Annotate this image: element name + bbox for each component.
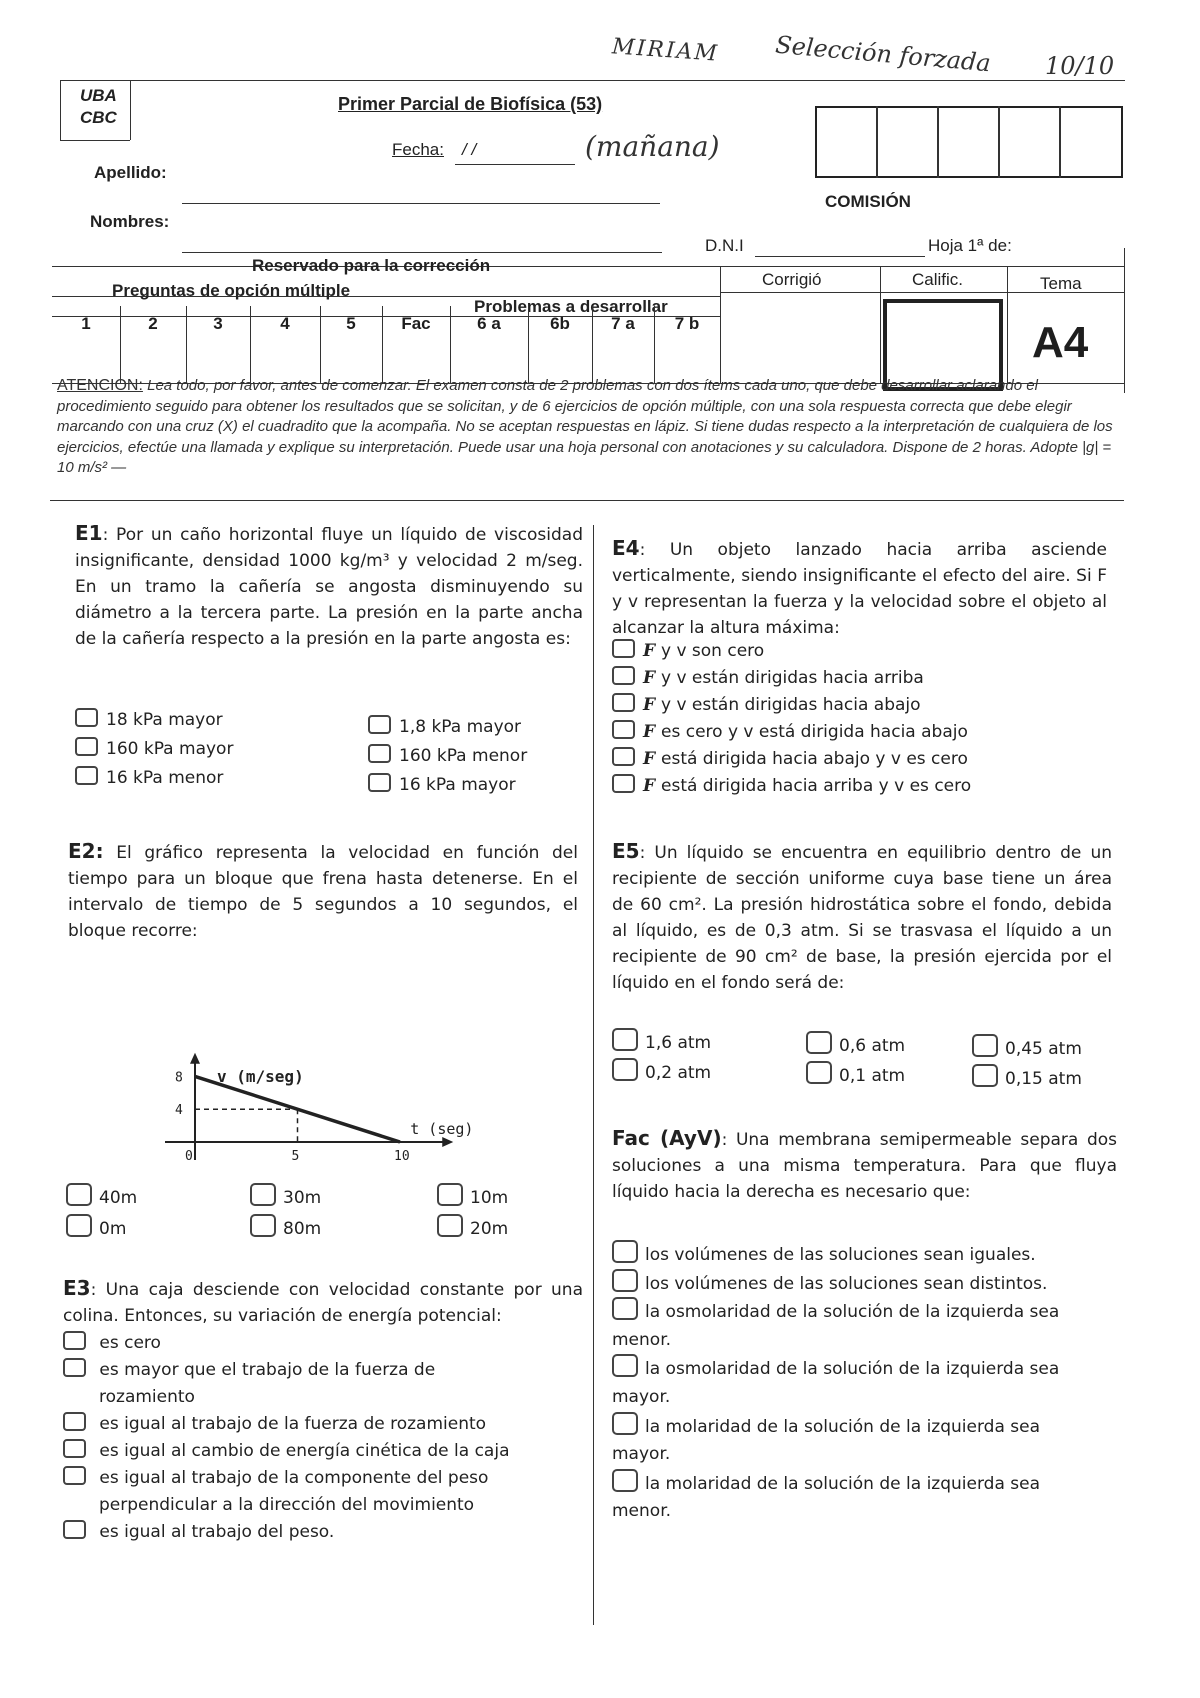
fac-question — [612, 1125, 1117, 1205]
option-text: mayor. — [612, 1444, 671, 1465]
fac-option[interactable] — [612, 1297, 1059, 1326]
atencion-paragraph — [57, 376, 1122, 479]
table-col-label: 6 a — [477, 314, 501, 333]
e3-option[interactable] — [63, 1411, 509, 1438]
fac-option[interactable] — [612, 1269, 1059, 1298]
e5-option[interactable] — [972, 1034, 1082, 1059]
y-axis-label: v (m/seg) — [217, 1066, 304, 1086]
apellido-field[interactable] — [182, 203, 660, 204]
force-symbol: F — [643, 668, 661, 688]
checkbox[interactable] — [368, 715, 391, 734]
fac-option[interactable] — [612, 1469, 1059, 1498]
force-symbol: F — [643, 641, 661, 661]
checkbox[interactable] — [612, 1412, 638, 1435]
e4-question — [612, 535, 1107, 641]
comision-boxes — [815, 106, 1123, 178]
force-symbol: F — [643, 695, 661, 715]
y-axis-arrow — [190, 1053, 200, 1064]
e5-question — [612, 838, 1112, 996]
fac-option — [612, 1383, 1059, 1412]
option-text: 0,45 atm — [1005, 1039, 1082, 1059]
checkbox[interactable] — [612, 666, 635, 685]
option-text: la molaridad de la solución de la izquierda sea — [645, 1473, 1040, 1494]
fac-option[interactable] — [612, 1240, 1059, 1269]
atencion-label: ATENCION: — [57, 377, 143, 394]
option-text: y v están dirigidas hacia arriba — [661, 668, 924, 688]
option-text: 160 kPa mayor — [106, 739, 234, 759]
e1-option[interactable] — [75, 708, 223, 730]
option-text: los volúmenes de las soluciones sean iguales. — [645, 1245, 1036, 1265]
e3-label: E3 — [63, 1276, 91, 1300]
checkbox[interactable] — [806, 1061, 832, 1084]
fac-options — [612, 1240, 1059, 1526]
e5-option[interactable] — [806, 1061, 905, 1086]
checkbox[interactable] — [612, 1240, 638, 1263]
option-text: mayor. — [612, 1386, 671, 1407]
checkbox[interactable] — [612, 639, 635, 658]
e3-option[interactable] — [63, 1438, 509, 1465]
velocity-time-chart — [150, 965, 520, 1175]
handwritten-name: MIRIAM — [611, 34, 720, 67]
table-top-border — [52, 266, 1124, 267]
e3-option[interactable] — [63, 1357, 509, 1384]
checkbox[interactable] — [66, 1214, 92, 1237]
option-text: menor. — [612, 1501, 672, 1522]
e3-text: : Una caja desciende con velocidad constante por una colina. Entonces, su variación de energía potencial: — [63, 1280, 583, 1326]
option-text: 10m — [470, 1188, 509, 1208]
force-symbol: F — [643, 776, 661, 796]
checkbox[interactable] — [612, 1269, 638, 1292]
e2-label: E2: — [68, 839, 104, 863]
table-col-label: 5 — [346, 314, 356, 333]
checkbox[interactable] — [612, 1469, 638, 1492]
header-left-border — [60, 80, 61, 140]
calific-divider — [880, 266, 881, 383]
fac-option[interactable] — [612, 1412, 1059, 1441]
dni-label: D.N.I — [705, 236, 744, 255]
e2-option[interactable] — [437, 1214, 508, 1239]
e4-option[interactable] — [612, 692, 971, 719]
atencion-text: Lea todo, por favor, antes de comenzar. El examen consta de 2 problemas con dos ítems cada uno, que debe desarrollar aclarando el procedimiento seguido para obtener los resultados que se solicitan, y de 6 ejercicios de opción múltiple, con una sola respuesta correcta que debe elegir marcando con una cruz (X) el cuadradito que la acompaña. No se aceptan respuestas en lápiz. Si tiene dudas respecto a la interpretación de cualquiera de los ejercicios, efectúe una llamada y explique su interpretación. Puede usar una hoja personal con anotaciones y su calculadora. Dispone de 2 horas. Adopte |g| = 10 m/s² — — [57, 377, 1113, 476]
fac-text: : Una membrana semipermeable separa dos soluciones a una misma temperatura. Para que fluya líquido hacia la derecha es necesario que: — [612, 1130, 1117, 1202]
table-col-label: 1 — [81, 314, 91, 333]
checkbox[interactable] — [63, 1520, 86, 1539]
table-col-label: 6b — [550, 314, 570, 333]
e3-options — [63, 1330, 509, 1546]
checkbox[interactable] — [63, 1466, 86, 1485]
comision-divider — [1059, 106, 1061, 178]
option-text: los volúmenes de las soluciones sean distintos. — [645, 1273, 1048, 1294]
option-text: 0,2 atm — [645, 1063, 712, 1083]
checkbox[interactable] — [250, 1214, 276, 1237]
e3-option[interactable] — [63, 1465, 509, 1492]
checkbox[interactable] — [63, 1358, 86, 1377]
uba-box-right — [130, 80, 131, 140]
checkbox[interactable] — [368, 773, 391, 792]
e1-option[interactable] — [75, 737, 233, 759]
option-text: 16 kPa menor — [106, 768, 224, 788]
option-text: está dirigida hacia abajo y v es cero — [661, 749, 968, 769]
option-text: perpendicular a la dirección del movimiento — [99, 1495, 475, 1515]
option-text: es igual al trabajo de la fuerza de rozamiento — [99, 1414, 487, 1434]
option-text: es igual al cambio de energía cinética de la caja — [99, 1441, 510, 1461]
option-text: es cero — [99, 1333, 161, 1353]
e5-option[interactable] — [972, 1064, 1082, 1089]
tema-label: Tema — [1040, 274, 1082, 293]
x-tick-label: 0 — [185, 1149, 193, 1164]
fac-option — [612, 1440, 1059, 1469]
option-text: y v están dirigidas hacia abajo — [661, 695, 921, 715]
e2-option[interactable] — [66, 1214, 126, 1239]
checkbox[interactable] — [437, 1183, 463, 1206]
checkbox[interactable] — [612, 693, 635, 712]
comision-divider — [937, 106, 939, 178]
option-text: y v son cero — [661, 641, 765, 661]
option-text: rozamiento — [99, 1387, 195, 1407]
cbc-label: CBC — [80, 108, 117, 127]
option-text: es cero y v está dirigida hacia abajo — [661, 722, 968, 742]
option-text: 30m — [283, 1188, 322, 1208]
option-text: la molaridad de la solución de la izquierda sea — [645, 1416, 1040, 1437]
hoja-label: Hoja 1ª de: — [928, 236, 1012, 255]
checkbox[interactable] — [250, 1183, 276, 1206]
checkbox[interactable] — [437, 1214, 463, 1237]
checkbox[interactable] — [972, 1064, 998, 1087]
option-text: es igual al trabajo del peso. — [99, 1522, 335, 1542]
handwritten-score: 10/10 — [1045, 52, 1115, 80]
e4-text: : Un objeto lanzado hacia arriba asciende verticalmente, siendo insignificante el efecto del aire. Si F y v representan la fuerza y la velocidad sobre el objeto al alcanzar la altura máxima: — [612, 540, 1107, 638]
e3-option[interactable] — [63, 1330, 509, 1357]
e1-label: E1 — [75, 521, 103, 545]
checkbox[interactable] — [612, 720, 635, 739]
comision-divider — [998, 106, 1000, 178]
e1-option[interactable] — [75, 766, 223, 788]
checkbox[interactable] — [63, 1331, 86, 1350]
e4-option[interactable] — [612, 746, 971, 773]
checkbox[interactable] — [63, 1439, 86, 1458]
option-text: 0m — [99, 1219, 127, 1239]
corrigio-divider — [720, 266, 721, 383]
table-col-label: Fac — [401, 314, 431, 333]
column-divider — [593, 525, 594, 1625]
table-col-label: 3 — [213, 314, 223, 333]
table-col-label: 4 — [280, 314, 290, 333]
table-col-label: 7 b — [674, 314, 700, 333]
uba-box-bottom — [60, 140, 130, 141]
exam-title: Primer Parcial de Biofísica (53) — [338, 94, 603, 114]
e3-option — [63, 1384, 509, 1411]
nombres-label: Nombres: — [90, 212, 170, 231]
nombres-field[interactable] — [182, 252, 662, 253]
checkbox[interactable] — [612, 774, 635, 793]
e3-option — [63, 1492, 509, 1519]
e5-text: : Un líquido se encuentra en equilibrio dentro de un recipiente de sección uniforme cuya base tiene un área de 60 cm². La presión hidrostática sobre el fondo, debida al líquido, es de 0,3 atm. Si se trasvasa el líquido a un recipiente de 90 cm² de base, la presión ejercida por el líquido en el fondo será de: — [612, 843, 1112, 993]
tema-divider — [1007, 266, 1008, 383]
checkbox[interactable] — [63, 1412, 86, 1431]
option-text: 80m — [283, 1219, 322, 1239]
e4-option[interactable] — [612, 665, 971, 692]
mc-header: Preguntas de opción múltiple — [112, 281, 351, 300]
table-col-label: 2 — [148, 314, 158, 333]
comision-label: COMISIÓN — [825, 192, 911, 211]
option-text: 20m — [470, 1219, 509, 1239]
corrigio-label: Corrigió — [762, 270, 822, 289]
fac-label: Fac (AyV) — [612, 1126, 722, 1150]
e4-option[interactable] — [612, 638, 971, 665]
table-col-label: 7 a — [611, 314, 635, 333]
checkbox[interactable] — [612, 747, 635, 766]
option-text: 0,6 atm — [839, 1036, 906, 1056]
e5-option[interactable] — [612, 1058, 711, 1083]
option-text: es igual al trabajo de la componente del peso — [99, 1468, 489, 1488]
option-text: 16 kPa mayor — [399, 775, 516, 795]
e1-text: : Por un caño horizontal fluye un líquido de viscosidad insignificante, densidad 1000 kg/m³ y velocidad 2 m/seg. En un tramo la cañería se angosta disminuyendo su diámetro a la tercera parte. La presión en la parte ancha de la cañería respecto a la presión en la parte angosta es: — [75, 525, 583, 649]
option-text: está dirigida hacia arriba y v es cero — [661, 776, 972, 796]
e4-option[interactable] — [612, 719, 971, 746]
checkbox[interactable] — [66, 1183, 92, 1206]
e4-options — [612, 638, 971, 800]
e2-question — [68, 838, 578, 944]
e1-option[interactable] — [368, 744, 527, 766]
fac-option[interactable] — [612, 1354, 1059, 1383]
e3-question — [63, 1275, 583, 1329]
header-top-border — [60, 80, 1125, 81]
fecha-line[interactable] — [455, 164, 575, 165]
e5-label: E5 — [612, 839, 640, 863]
e5-option[interactable] — [806, 1031, 905, 1056]
prob-header: Problemas a desarrollar — [474, 297, 668, 316]
comision-divider — [876, 106, 878, 178]
reservado-label: Reservado para la corrección — [252, 256, 491, 275]
e1-option[interactable] — [368, 715, 521, 737]
checkbox[interactable] — [612, 1058, 638, 1081]
fecha-label: Fecha: — [392, 140, 444, 159]
calific-label: Calific. — [912, 270, 964, 289]
option-text: la osmolaridad de la solución de la izquierda sea — [645, 1302, 1060, 1323]
e2-text: El gráfico representa la velocidad en función del tiempo para un bloque que frena hasta detenerse. En el intervalo de tiempo de 5 segundos a 10 segundos, el bloque recorre: — [68, 843, 578, 941]
checkbox[interactable] — [612, 1297, 638, 1320]
option-text: 18 kPa mayor — [106, 710, 223, 730]
checkbox[interactable] — [75, 737, 98, 756]
y-tick-label: 8 — [175, 1070, 183, 1086]
option-text: la osmolaridad de la solución de la izquierda sea — [645, 1359, 1060, 1380]
option-text: es mayor que el trabajo de la fuerza de — [99, 1360, 436, 1380]
checkbox[interactable] — [806, 1031, 832, 1054]
force-symbol: F — [643, 722, 661, 742]
fac-option — [612, 1326, 1059, 1355]
checkbox[interactable] — [612, 1354, 638, 1377]
e2-option[interactable] — [250, 1183, 321, 1208]
fecha-slashes: / / — [462, 140, 477, 159]
e4-label: E4 — [612, 536, 640, 560]
x-axis-arrow — [442, 1137, 453, 1147]
uba-label: UBA — [80, 86, 117, 105]
x-axis-label: t (seg) — [410, 1120, 474, 1138]
fac-option — [612, 1497, 1059, 1526]
option-text: 160 kPa menor — [399, 746, 528, 766]
checkbox[interactable] — [972, 1034, 998, 1057]
tema-value: A4 — [1032, 318, 1089, 367]
header-right-border — [1124, 248, 1125, 393]
e1-question — [75, 520, 583, 652]
option-text: menor. — [612, 1329, 672, 1350]
checkbox[interactable] — [75, 708, 98, 727]
e2-option[interactable] — [250, 1214, 321, 1239]
atencion-bottom-border — [50, 500, 1124, 501]
e5-option[interactable] — [612, 1028, 711, 1053]
handwritten-section: Selección forzada — [774, 30, 992, 78]
apellido-label: Apellido: — [94, 163, 167, 182]
e2-option[interactable] — [66, 1183, 137, 1208]
dni-field[interactable] — [755, 256, 925, 257]
x-tick-label: 10 — [394, 1149, 410, 1164]
e3-option[interactable] — [63, 1519, 509, 1546]
option-text: 1,8 kPa mayor — [399, 717, 522, 737]
option-text: 0,1 atm — [839, 1066, 906, 1086]
option-text: 40m — [99, 1188, 138, 1208]
checkbox[interactable] — [75, 766, 98, 785]
option-text: 0,15 atm — [1005, 1069, 1082, 1089]
force-symbol: F — [643, 749, 661, 769]
x-tick-label: 5 — [291, 1149, 300, 1164]
e4-option[interactable] — [612, 773, 971, 800]
e1-option[interactable] — [368, 773, 516, 795]
checkbox[interactable] — [612, 1028, 638, 1051]
e2-option[interactable] — [437, 1183, 508, 1208]
checkbox[interactable] — [368, 744, 391, 763]
option-text: 1,6 atm — [645, 1033, 712, 1053]
handwritten-shift: (mañana) — [585, 130, 720, 163]
y-tick-label: 4 — [175, 1103, 183, 1119]
